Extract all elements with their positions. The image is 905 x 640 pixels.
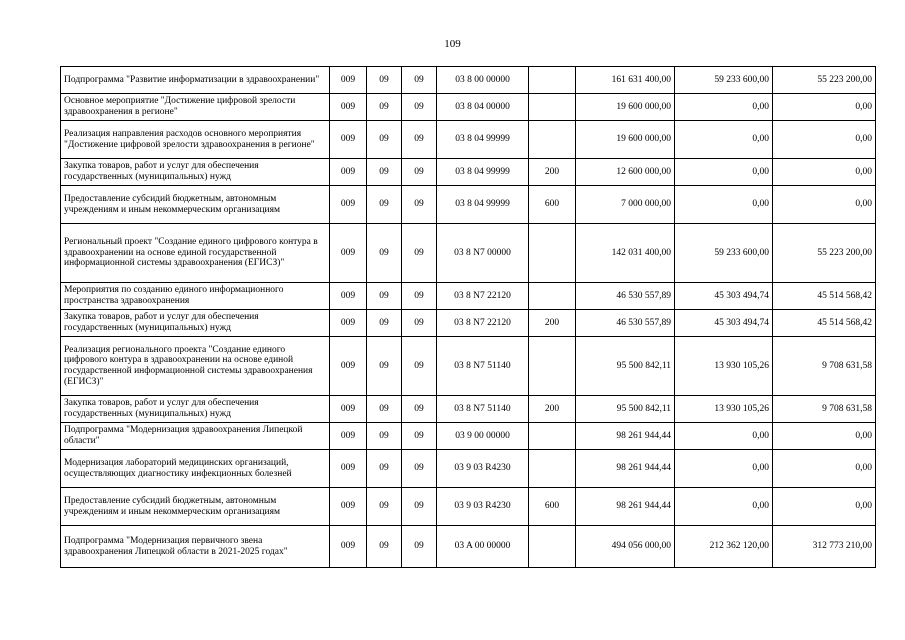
row-name-cell: Модернизация лабораторий медицинских организаций, осуществляющих диагностику инфекционных болезней (61, 450, 330, 488)
subsection-code-cell: 09 (402, 337, 437, 396)
target-article-cell: 03 8 00 00000 (437, 67, 529, 94)
amount-year1-cell: 95 500 842,11 (576, 337, 675, 396)
expense-type-cell: 600 (529, 186, 576, 224)
table-row (61, 186, 876, 224)
amount-year3-cell: 0,00 (773, 159, 876, 186)
row-name-cell: Региональный проект "Создание единого цифрового контура в здравоохранении на основе единой государственной информационной системы здравоохранения (ЕГИСЗ)" (61, 224, 330, 283)
target-article-cell: 03 8 N7 00000 (437, 224, 529, 283)
subsection-code-cell: 09 (402, 121, 437, 159)
amount-year1-cell: 7 000 000,00 (576, 186, 675, 224)
expense-type-cell: 200 (529, 159, 576, 186)
row-name-cell: Предоставление субсидий бюджетным, автономным учреждениям и иным некоммерческим организациям (61, 488, 330, 526)
ministry-code-cell: 009 (330, 396, 367, 423)
amount-year3-cell: 0,00 (773, 488, 876, 526)
target-article-cell: 03 9 03 R4230 (437, 488, 529, 526)
ministry-code-cell: 009 (330, 224, 367, 283)
section-code-cell: 09 (367, 488, 402, 526)
amount-year2-cell: 13 930 105,26 (675, 396, 773, 423)
expense-type-cell (529, 423, 576, 450)
subsection-code-cell: 09 (402, 310, 437, 337)
expense-type-cell (529, 337, 576, 396)
amount-year1-cell: 98 261 944,44 (576, 488, 675, 526)
subsection-code-cell: 09 (402, 186, 437, 224)
amount-year3-cell: 0,00 (773, 450, 876, 488)
target-article-cell: 03 8 N7 22120 (437, 310, 529, 337)
expense-type-cell: 200 (529, 310, 576, 337)
ministry-code-cell: 009 (330, 310, 367, 337)
amount-year1-cell: 46 530 557,89 (576, 283, 675, 310)
section-code-cell: 09 (367, 526, 402, 568)
expense-type-cell: 600 (529, 488, 576, 526)
row-name-cell: Закупка товаров, работ и услуг для обеспечения государственных (муниципальных) нужд (61, 396, 330, 423)
amount-year2-cell: 0,00 (675, 423, 773, 450)
section-code-cell: 09 (367, 337, 402, 396)
expense-type-cell (529, 526, 576, 568)
ministry-code-cell: 009 (330, 450, 367, 488)
expense-type-cell (529, 224, 576, 283)
amount-year3-cell: 312 773 210,00 (773, 526, 876, 568)
amount-year1-cell: 12 600 000,00 (576, 159, 675, 186)
amount-year2-cell: 45 303 494,74 (675, 283, 773, 310)
amount-year3-cell: 0,00 (773, 121, 876, 159)
expense-type-cell (529, 121, 576, 159)
ministry-code-cell: 009 (330, 488, 367, 526)
target-article-cell: 03 8 N7 51140 (437, 396, 529, 423)
table-row (61, 488, 876, 526)
table-row (61, 67, 876, 94)
table-row (61, 450, 876, 488)
amount-year2-cell: 0,00 (675, 450, 773, 488)
expense-type-cell (529, 283, 576, 310)
section-code-cell: 09 (367, 450, 402, 488)
row-name-cell: Подпрограмма "Модернизация первичного звена здравоохранения Липецкой области в 2021-2025 годах" (61, 526, 330, 568)
target-article-cell: 03 8 N7 22120 (437, 283, 529, 310)
row-name-cell: Закупка товаров, работ и услуг для обеспечения государственных (муниципальных) нужд (61, 159, 330, 186)
ministry-code-cell: 009 (330, 94, 367, 121)
amount-year3-cell: 0,00 (773, 186, 876, 224)
page-number: 109 (444, 38, 461, 50)
subsection-code-cell: 09 (402, 224, 437, 283)
amount-year1-cell: 494 056 000,00 (576, 526, 675, 568)
ministry-code-cell: 009 (330, 186, 367, 224)
ministry-code-cell: 009 (330, 121, 367, 159)
ministry-code-cell: 009 (330, 337, 367, 396)
section-code-cell: 09 (367, 159, 402, 186)
table-row (61, 159, 876, 186)
expense-type-cell (529, 94, 576, 121)
section-code-cell: 09 (367, 423, 402, 450)
amount-year2-cell: 0,00 (675, 94, 773, 121)
subsection-code-cell: 09 (402, 396, 437, 423)
target-article-cell: 03 9 00 00000 (437, 423, 529, 450)
target-article-cell: 03 8 04 99999 (437, 121, 529, 159)
ministry-code-cell: 009 (330, 423, 367, 450)
amount-year1-cell: 161 631 400,00 (576, 67, 675, 94)
table-row (61, 224, 876, 283)
ministry-code-cell: 009 (330, 67, 367, 94)
expense-type-cell (529, 450, 576, 488)
amount-year1-cell: 98 261 944,44 (576, 450, 675, 488)
target-article-cell: 03 8 04 00000 (437, 94, 529, 121)
table-row (61, 310, 876, 337)
ministry-code-cell: 009 (330, 283, 367, 310)
amount-year2-cell: 59 233 600,00 (675, 224, 773, 283)
amount-year3-cell: 9 708 631,58 (773, 396, 876, 423)
expense-type-cell (529, 67, 576, 94)
subsection-code-cell: 09 (402, 159, 437, 186)
row-name-cell: Мероприятия по созданию единого информационного пространства здравоохранения (61, 283, 330, 310)
amount-year2-cell: 212 362 120,00 (675, 526, 773, 568)
section-code-cell: 09 (367, 396, 402, 423)
subsection-code-cell: 09 (402, 94, 437, 121)
subsection-code-cell: 09 (402, 450, 437, 488)
amount-year3-cell: 55 223 200,00 (773, 67, 876, 94)
table-row (61, 526, 876, 568)
section-code-cell: 09 (367, 94, 402, 121)
amount-year2-cell: 0,00 (675, 121, 773, 159)
ministry-code-cell: 009 (330, 159, 367, 186)
row-name-cell: Реализация направления расходов основного мероприятия "Достижение цифровой зрелости здравоохранения в регионе" (61, 121, 330, 159)
subsection-code-cell: 09 (402, 526, 437, 568)
section-code-cell: 09 (367, 186, 402, 224)
amount-year2-cell: 45 303 494,74 (675, 310, 773, 337)
amount-year1-cell: 46 530 557,89 (576, 310, 675, 337)
amount-year1-cell: 95 500 842,11 (576, 396, 675, 423)
target-article-cell: 03 8 04 99999 (437, 159, 529, 186)
row-name-cell: Закупка товаров, работ и услуг для обеспечения государственных (муниципальных) нужд (61, 310, 330, 337)
section-code-cell: 09 (367, 310, 402, 337)
row-name-cell: Подпрограмма "Развитие информатизации в здравоохранении" (61, 67, 330, 94)
subsection-code-cell: 09 (402, 423, 437, 450)
section-code-cell: 09 (367, 67, 402, 94)
target-article-cell: 03 8 04 99999 (437, 186, 529, 224)
table-row (61, 283, 876, 310)
amount-year2-cell: 0,00 (675, 159, 773, 186)
expense-type-cell: 200 (529, 396, 576, 423)
subsection-code-cell: 09 (402, 67, 437, 94)
amount-year1-cell: 19 600 000,00 (576, 94, 675, 121)
table-row (61, 396, 876, 423)
amount-year3-cell: 0,00 (773, 423, 876, 450)
amount-year1-cell: 142 031 400,00 (576, 224, 675, 283)
row-name-cell: Основное мероприятие "Достижение цифровой зрелости здравоохранения в регионе" (61, 94, 330, 121)
table-row (61, 121, 876, 159)
amount-year1-cell: 19 600 000,00 (576, 121, 675, 159)
amount-year2-cell: 59 233 600,00 (675, 67, 773, 94)
subsection-code-cell: 09 (402, 283, 437, 310)
row-name-cell: Подпрограмма "Модернизация здравоохранения Липецкой области" (61, 423, 330, 450)
section-code-cell: 09 (367, 121, 402, 159)
section-code-cell: 09 (367, 283, 402, 310)
row-name-cell: Реализация регионального проекта "Создание единого цифрового контура в здравоохранении на основе единой государственной информационной системы здравоохранения (ЕГИСЗ)" (61, 337, 330, 396)
ministry-code-cell: 009 (330, 526, 367, 568)
row-name-cell: Предоставление субсидий бюджетным, автономным учреждениям и иным некоммерческим организациям (61, 186, 330, 224)
target-article-cell: 03 A 00 00000 (437, 526, 529, 568)
amount-year2-cell: 0,00 (675, 186, 773, 224)
table-row (61, 337, 876, 396)
amount-year3-cell: 45 514 568,42 (773, 310, 876, 337)
subsection-code-cell: 09 (402, 488, 437, 526)
table-row (61, 423, 876, 450)
amount-year2-cell: 13 930 105,26 (675, 337, 773, 396)
amount-year2-cell: 0,00 (675, 488, 773, 526)
table-row (61, 94, 876, 121)
amount-year3-cell: 9 708 631,58 (773, 337, 876, 396)
amount-year3-cell: 0,00 (773, 94, 876, 121)
amount-year1-cell: 98 261 944,44 (576, 423, 675, 450)
amount-year3-cell: 55 223 200,00 (773, 224, 876, 283)
section-code-cell: 09 (367, 224, 402, 283)
target-article-cell: 03 8 N7 51140 (437, 337, 529, 396)
budget-table (60, 66, 876, 568)
target-article-cell: 03 9 03 R4230 (437, 450, 529, 488)
amount-year3-cell: 45 514 568,42 (773, 283, 876, 310)
